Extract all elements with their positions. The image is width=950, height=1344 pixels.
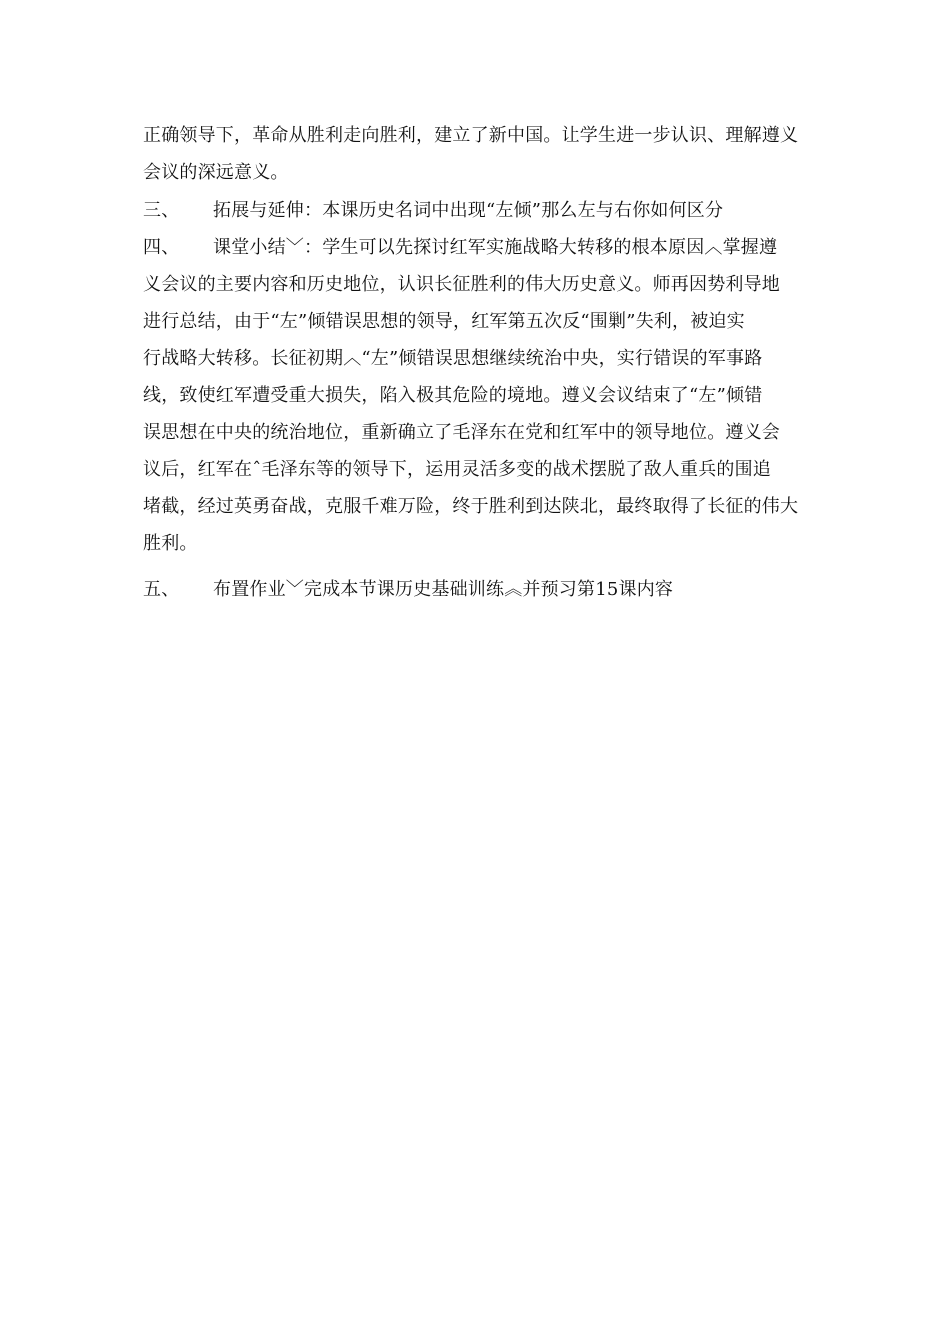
section-number: 三、 xyxy=(143,200,180,221)
section-number: 四、 xyxy=(143,237,180,258)
section-five xyxy=(143,578,813,602)
paragraph-line: 义会议的主要内容和历史地位，认识长征胜利的伟大历史意义。师再因势利导地 xyxy=(143,274,780,295)
paragraph-line: 会议的深远意义。 xyxy=(143,162,289,183)
section-number: 五、 xyxy=(143,579,180,600)
paragraph-line: 正确领导下，革命从胜利走向胜利，建立了新中国。让学生进一步认识、理解遵义 xyxy=(143,125,799,146)
paragraph-line: 误思想在中央的统治地位，重新确立了毛泽东在党和红军中的领导地位。遵义会 xyxy=(143,422,780,443)
paragraph-line: 线，致使红军遭受重大损失，陷入极其危险的境地。遵义会议结束了“左”倾错 xyxy=(143,385,763,406)
paragraph-line: 胜利。 xyxy=(143,533,198,554)
section-text: 课堂小结﹀：学生可以先探讨红军实施战略大转移的根本原因︿掌握遵 xyxy=(213,237,778,258)
paragraph-line: 行战略大转移。长征初期︿“左”倾错误思想继续统治中央，实行错误的军事路 xyxy=(143,348,763,369)
paragraph-line: 堵截，经过英勇奋战，克服千难万险，终于胜利到达陕北，最终取得了长征的伟大 xyxy=(143,496,799,517)
section-text: 布置作业﹀完成本节课历史基础训练︽并预习第15课内容 xyxy=(213,579,674,600)
section-three xyxy=(143,199,813,223)
paragraph-line: 进行总结，由于“左”倾错误思想的领导，红军第五次反“围剿”失利，被迫实 xyxy=(143,311,745,332)
section-four xyxy=(143,236,813,260)
paragraph-line: 议后，红军在ˆ毛泽东等的领导下，运用灵活多变的战术摆脱了敌人重兵的围追 xyxy=(143,459,771,480)
section-text: 拓展与延伸：本课历史名词中出现“左倾”那么左与右你如何区分 xyxy=(213,200,724,221)
